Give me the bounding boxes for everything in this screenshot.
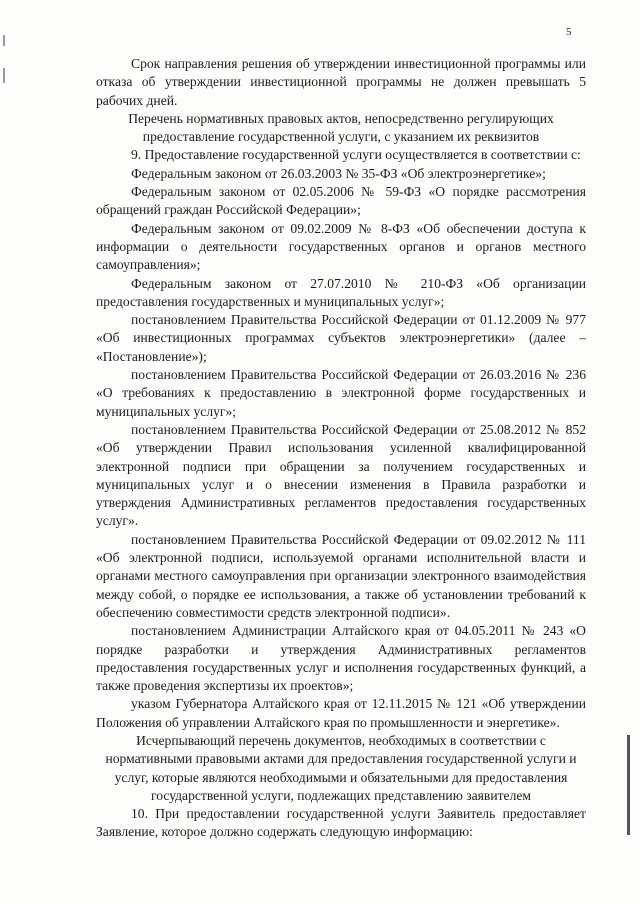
paragraph-item-9: 9. Предоставление государственной услуги осуществляется в соответствии с:: [131, 147, 581, 163]
scan-mark: [3, 68, 5, 83]
page-number: 5: [566, 26, 572, 38]
law-reference: постановлением Правительства Российской Федерации от 01.12.2009 № 977 «Об инвестиционных программах субъектов электроэнергетики» (далее – «Постановление»);: [96, 312, 586, 364]
law-reference: постановлением Правительства Российской Федерации от 25.08.2012 № 852 «Об утверждении Правил использования усиленной квалифицированной электронной подписи при обращении за получением государственных и муниципальных услуг и о внесении изменения в Правила разработки и утверждения Административных регламентов предоставления государственных услуг».: [96, 421, 586, 529]
law-reference: Федеральным законом от 02.05.2006 № 59-ФЗ «О порядке рассмотрения обращений граждан Российской Федерации»;: [96, 184, 586, 218]
law-reference: Федеральным законом от 26.03.2003 № 35-ФЗ «Об электроэнергетике»;: [131, 165, 546, 181]
law-reference: постановлением Правительства Российской Федерации от 09.02.2012 № 111 «Об электронной подписи, используемой органами исполнительной власти и органами местного самоуправления при организации электронного взаимодействия между собой, о порядке ее использования, а также об установлении требований к обеспечению совместимости средств электронной подписи».: [96, 531, 586, 620]
law-reference: Федеральным законом от 27.07.2010 № 210-ФЗ «Об организации предоставления государственных и муниципальных услуг»;: [96, 275, 586, 309]
section-heading-documents: Исчерпывающий перечень документов, необходимых в соответствии с нормативными правовыми актами для предоставления государственной услуги и услуг, которые являются необходимыми и обязательными для предоставления государственной услуги, подлежащих представлению заявителем: [105, 732, 577, 803]
law-reference: постановлением Администрации Алтайского края от 04.05.2011 № 243 «О порядке разработки и утверждения Административных регламентов предоставления государственных услуг и исполнения государственных функций, а также проведения экспертизы их проектов»;: [96, 623, 586, 694]
law-reference: Федеральным законом от 09.02.2009 № 8-ФЗ «Об обеспечении доступа к информации о деятельности государственных органов и органов местного самоуправления»;: [96, 220, 586, 273]
paragraph-deadline: Срок направления решения об утверждении инвестиционной программы или отказа об утверждении инвестиционной программы не должен превышать 5 рабочих дней.: [96, 56, 586, 108]
law-reference: постановлением Правительства Российской Федерации от 26.03.2016 № 236 «О требованиях к предоставлению в электронной форме государственных и муниципальных услуг»;: [96, 367, 586, 419]
paragraph-item-10: 10. При предоставлении государственной услуги Заявитель предоставляет Заявление, которое должно содержать следующую информацию:: [96, 806, 586, 840]
section-heading-legal-acts: Перечень нормативных правовых актов, непосредственно регулирующих предоставление государственной услуги, с указанием их реквизитов: [128, 110, 554, 145]
law-reference: указом Губернатора Алтайского края от 12.11.2015 № 121 «Об утверждении Положения об управлении Алтайского края по промышленности и энергетике».: [96, 696, 586, 730]
scan-mark: [627, 735, 630, 835]
document-body: [96, 55, 586, 842]
scan-mark: [3, 35, 5, 46]
